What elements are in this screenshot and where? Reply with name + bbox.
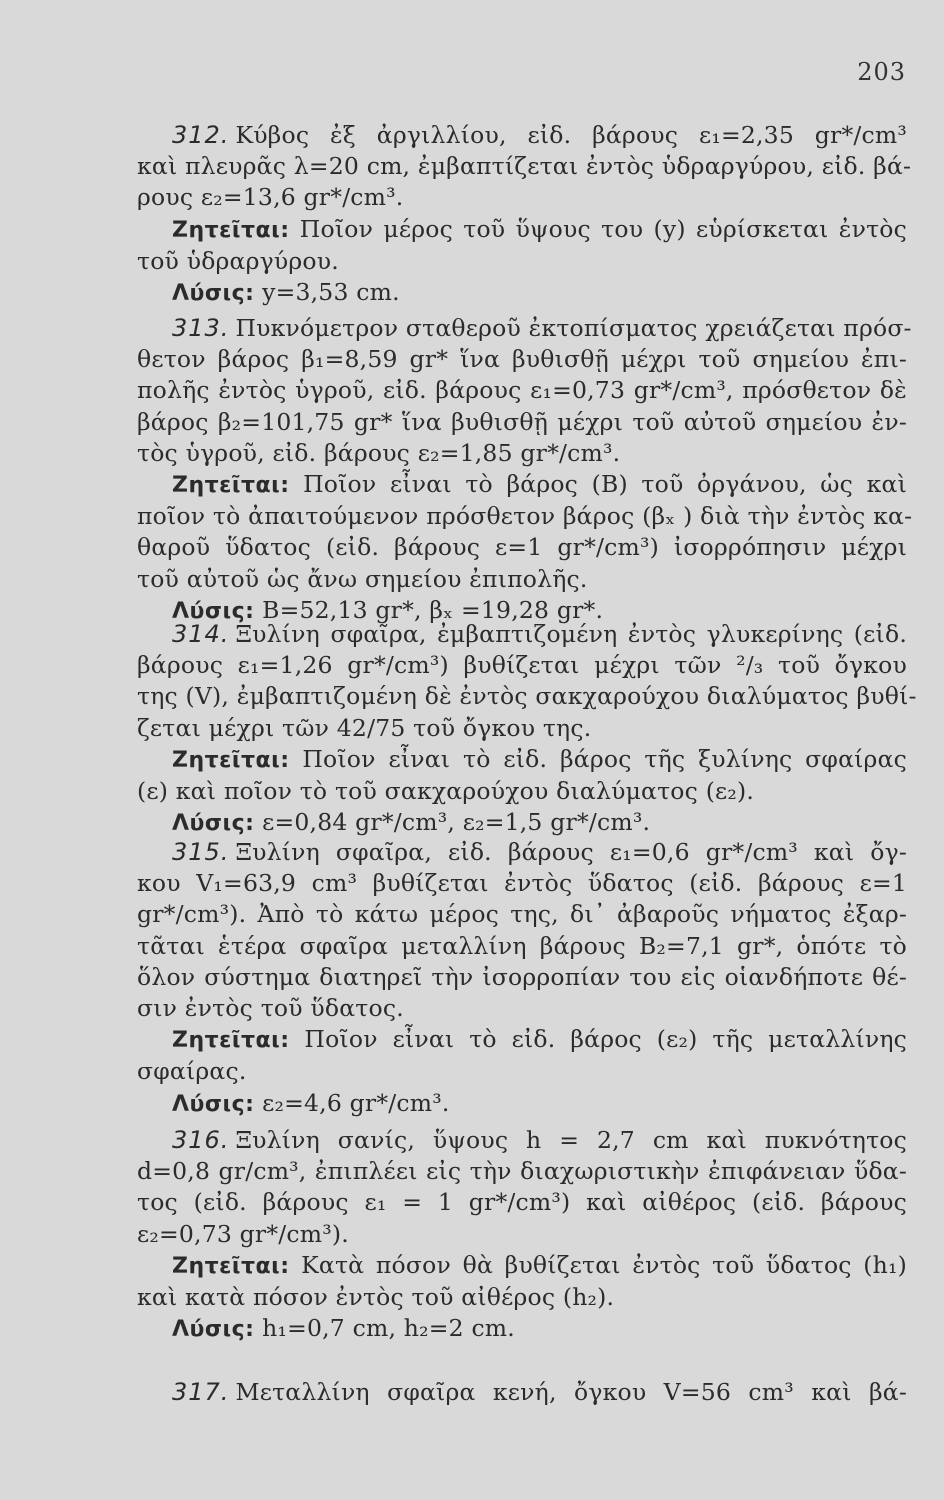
problem-text: ὅλον σύστημα διατηρεῖ τὴν ἰσορροπίαν του εἰς οἱανδήποτε θέ- xyxy=(137,962,907,991)
ask-label: Ζητεῖται: xyxy=(172,1253,290,1279)
problem-text: πολῆς ἐντὸς ὑγροῦ, εἰδ. βάρους ε₁=0,73 gr*/cm³, πρόσθετον δὲ xyxy=(137,376,907,405)
problem-text: Μεταλλίνη σφαῖρα κενή, ὄγκου V=56 cm³ καὶ βά- xyxy=(235,1378,907,1406)
problem-text: Ξυλίνη σφαῖρα, εἰδ. βάρους ε₁=0,6 gr*/cm³ καὶ ὄγ- xyxy=(235,838,907,866)
ask-text: (ε) καὶ ποῖον τὸ τοῦ σακχαρούχου διαλύματος (ε₂). xyxy=(137,777,755,806)
problem-number: 315. xyxy=(172,838,230,866)
ask-text: σφαίρας. xyxy=(137,1057,247,1086)
problem-number: 316. xyxy=(172,1126,230,1154)
ask-text: τοῦ αὐτοῦ ὡς ἄνω σημείου ἐπιπολῆς. xyxy=(137,564,588,593)
problem-text: καὶ πλευρᾶς λ=20 cm, ἐμβαπτίζεται ἐντὸς ὑδραργύρου, εἰδ. βά- xyxy=(137,152,912,181)
problem-315 xyxy=(137,837,907,1120)
problem-number: 312. xyxy=(172,121,230,149)
problem-316 xyxy=(137,1125,907,1345)
problem-text: κου V₁=63,9 cm³ βυθίζεται ἐντὸς ὕδατος (εἰδ. βάρους ε=1 xyxy=(137,869,907,898)
problem-314 xyxy=(137,619,917,839)
page-number: 203 xyxy=(857,58,906,86)
problem-text: ζεται μέχρι τῶν 42/75 τοῦ ὄγκου της. xyxy=(137,713,592,742)
ask-text: Ποῖον εἶναι τὸ βάρος (Β) τοῦ ὀργάνου, ὡς καὶ xyxy=(303,470,907,499)
ask-text: τοῦ ὑδραργύρου. xyxy=(137,246,339,275)
problem-text: Πυκνόμετρον σταθεροῦ ἐκτοπίσματος χρειάζεται πρόσ- xyxy=(235,314,912,342)
ask-label: Ζητεῖται: xyxy=(172,473,290,499)
solution-label: Λύσις: xyxy=(172,1317,255,1343)
solution-text: h₁=0,7 cm, h₂=2 cm. xyxy=(262,1314,515,1343)
problem-text: τᾶται ἑτέρα σφαῖρα μεταλλίνη βάρους Β₂=7,1 gr*, ὁπότε τὸ xyxy=(137,931,907,960)
ask-text: θαροῦ ὕδατος (εἰδ. βάρους ε=1 gr*/cm³) ἰσορρόπησιν μέχρι xyxy=(137,533,907,562)
ask-text: καὶ κατὰ πόσον ἐντὸς τοῦ αἰθέρος (h₂). xyxy=(137,1283,615,1312)
ask-text: Ποῖον εἶναι τὸ εἰδ. βάρος τῆς ξυλίνης σφαίρας xyxy=(302,744,907,773)
problem-number: 317. xyxy=(172,1378,230,1406)
solution-text: Β=52,13 gr*, βₓ =19,28 gr*. xyxy=(262,595,604,624)
ask-label: Ζητεῖται: xyxy=(172,1028,290,1054)
problem-text: σιν ἐντὸς τοῦ ὕδατος. xyxy=(137,994,404,1023)
problem-312 xyxy=(137,120,912,309)
ask-label: Ζητεῖται: xyxy=(172,747,290,773)
solution-text: ε₂=4,6 gr*/cm³. xyxy=(262,1088,450,1117)
solution-label: Λύσις: xyxy=(172,811,255,837)
solution-label: Λύσις: xyxy=(172,281,255,307)
problem-text: gr*/cm³). Ἀπὸ τὸ κάτω μέρος της, δι᾽ ἀβαροῦς νήματος ἐξαρ- xyxy=(137,900,907,929)
solution-label: Λύσις: xyxy=(172,1091,255,1117)
problem-text: d=0,8 gr/cm³, ἐπιπλέει εἰς τὴν διαχωριστικὴν ἐπιφάνειαν ὕδα- xyxy=(137,1157,907,1186)
problem-317 xyxy=(137,1377,907,1408)
problem-text: Ξυλίνη σφαῖρα, ἐμβαπτιζομένη ἐντὸς γλυκερίνης (εἰδ. xyxy=(235,620,907,648)
problem-text: Κύβος ἐξ ἀργιλλίου, εἰδ. βάρους ε₁=2,35 gr*/cm³ xyxy=(235,121,907,149)
ask-text: Ποῖον μέρος τοῦ ὕψους του (y) εὑρίσκεται ἐντὸς xyxy=(299,214,907,243)
solution-text: ε=0,84 gr*/cm³, ε₂=1,5 gr*/cm³. xyxy=(262,808,651,837)
problem-text: βάρος β₂=101,75 gr* ἵνα βυθισθῇ μέχρι τοῦ αὐτοῦ σημείου ἐν- xyxy=(137,407,907,436)
ask-label: Ζητεῖται: xyxy=(172,217,290,243)
problem-text: ρους ε₂=13,6 gr*/cm³. xyxy=(137,183,404,212)
problem-313 xyxy=(137,313,913,627)
ask-text: Ποῖον εἶναι τὸ εἰδ. βάρος (ε₂) τῆς μεταλλίνης xyxy=(304,1025,908,1054)
problem-text: της (V), ἐμβαπτιζομένη δὲ ἐντὸς σακχαρούχου διαλύματος βυθί- xyxy=(137,682,917,711)
problem-text: τὸς ὑγροῦ, εἰδ. βάρους ε₂=1,85 gr*/cm³. xyxy=(137,438,621,467)
problem-text: τος (εἰδ. βάρους ε₁ = 1 gr*/cm³) καὶ αἰθέρος (εἰδ. βάρους xyxy=(137,1188,907,1217)
ask-text: ποῖον τὸ ἀπαιτούμενον πρόσθετον βάρος (βₓ ) διὰ τὴν ἐντὸς κα- xyxy=(137,502,913,531)
problem-text: βάρους ε₁=1,26 gr*/cm³) βυθίζεται μέχρι τῶν ²/₃ τοῦ ὄγκου xyxy=(137,651,907,680)
solution-label: Λύσις: xyxy=(172,598,255,624)
problem-text: Ξυλίνη σανίς, ὕψους h = 2,7 cm καὶ πυκνότητος xyxy=(235,1126,907,1154)
ask-text: Κατὰ πόσον θὰ βυθίζεται ἐντὸς τοῦ ὕδατος (h₁) xyxy=(301,1250,907,1279)
problem-text: ε₂=0,73 gr*/cm³). xyxy=(137,1219,349,1248)
problem-text: θετον βάρος β₁=8,59 gr* ἵνα βυθισθῇ μέχρι τοῦ σημείου ἐπι- xyxy=(137,345,907,374)
problem-number: 313. xyxy=(172,314,230,342)
solution-text: y=3,53 cm. xyxy=(262,278,400,307)
problem-number: 314. xyxy=(172,620,230,648)
